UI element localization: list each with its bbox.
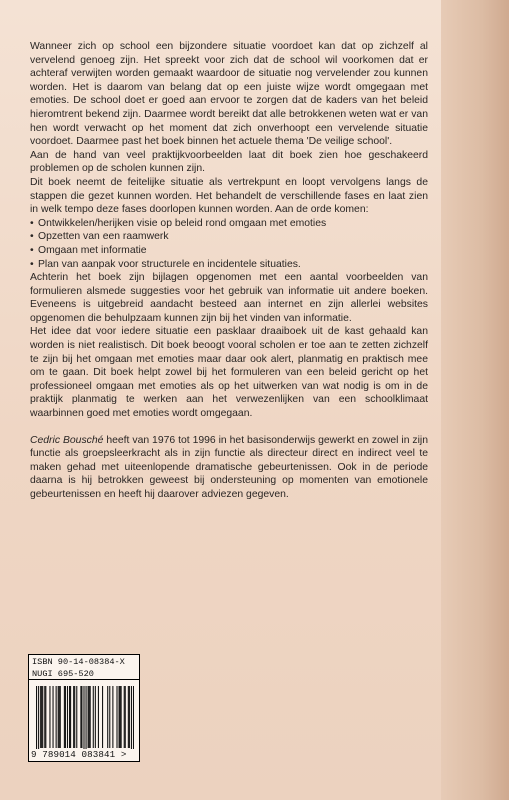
- barcode-bar: [112, 686, 113, 748]
- barcode-bar: [45, 686, 46, 748]
- isbn-number: ISBN 90-14-08384-X: [32, 657, 125, 667]
- blurb-paragraph: Aan de hand van veel praktijkvoorbeelden laat dit boek zien hoe geschakeerd problemen op de scholen kunnen zijn.: [30, 149, 428, 175]
- barcode-bar: [109, 686, 110, 748]
- barcode-bar: [90, 686, 91, 748]
- barcode-bar: [125, 686, 126, 748]
- blurb-paragraph: Wanneer zich op school een bijzondere situatie voordoet kan dat op zichzelf al vervelend genoeg zijn. Het spreekt voor zich dat de school wil voorkomen dat er achteraf verwijten worden gemaakt waardoor de situatie nog vervelender zou kunnen worden. Het is daarom van belang dat op een juiste wijze wordt omgegaan met emoties. De school doet er goed aan ervoor te zorgen dat de kaders van het beleid hieromtrent bekend zijn. Daarmee wordt bereikt dat alle betrokkenen weten wat er van hen wordt verwacht op het moment dat zich onverhoopt een vervelende situatie voordoet. Daarmee past het boek binnen het actuele thema 'De veilige school'.: [30, 41, 428, 148]
- paragraph-gap: [30, 421, 428, 434]
- topic-item: • Plan van aanpak voor structurele en incidentele situaties.: [30, 258, 428, 272]
- blurb: [30, 40, 428, 502]
- barcode-bar: [41, 686, 42, 748]
- barcode-bar: [81, 686, 82, 748]
- barcode-bar: [89, 686, 90, 748]
- topic-item: • Ontwikkelen/herijken visie op beleid rond omgaan met emoties: [30, 217, 428, 231]
- barcode-bar: [102, 686, 103, 748]
- barcode-bar: [107, 686, 108, 748]
- author-paragraph: [30, 434, 428, 502]
- barcode-bar: [58, 686, 59, 748]
- blurb-paragraph: Het idee dat voor iedere situatie een pasklaar draaiboek uit de kast gehaald kan worden is niet realistisch. Dit boek beoogt vooral scholen er toe aan te zetten zichzelf te zijn bij het omgaan met emoties maar daar ook alert, planmatig en praktisch mee om te gaan. Dit boek helpt zowel bij het formuleren van een beleid gericht op het professioneel omgaan met emoties als op het uitwerken van wat nodig is om in de praktijk planmatig te werken aan het verwezenlijken van een schoolklimaat waarbinnen goed met emoties wordt omgegaan.: [30, 326, 428, 420]
- barcode-bar: [76, 686, 77, 748]
- blurb-paragraph: Achterin het boek zijn bijlagen opgenomen met een aantal voorbeelden van formulieren alsmede suggesties voor het gebruik van informatie uit andere boeken. Eveneens is uitgebreid aandacht besteed aan internet en zijn allerlei websites opgenomen die behulpzaam kunnen zijn bij het vinden van informatie.: [30, 272, 428, 324]
- barcode-bar: [116, 686, 117, 748]
- barcode-bar: [40, 686, 41, 748]
- barcode-bar: [120, 686, 121, 748]
- blurb-paragraph: Dit boek neemt de feitelijke situatie als vertrekpunt en loopt vervolgens langs de stappen die gezet kunnen worden. Het behandelt de verschillende fases en laat zien in welk tempo deze fases doorlopen kunnen worden. Aan de orde komen:: [30, 176, 428, 216]
- barcode-bar: [53, 686, 54, 748]
- barcode-bar: [80, 686, 81, 748]
- barcode-bar: [131, 686, 132, 756]
- barcode-bar: [88, 686, 89, 748]
- barcode-bar: [56, 686, 57, 748]
- barcode-bar: [98, 686, 99, 748]
- author-name: Cedric Bousché: [30, 434, 104, 446]
- barcode-bar: [42, 686, 43, 748]
- barcode-bar: [129, 686, 130, 748]
- barcode-bar: [65, 686, 66, 748]
- nugi-code: NUGI 695-520: [32, 669, 94, 679]
- barcode-bar: [38, 686, 39, 756]
- barcode-bar: [83, 686, 84, 756]
- barcode-bar: [95, 686, 96, 748]
- barcode-bar: [133, 686, 134, 756]
- barcode-bar: [73, 686, 74, 748]
- barcode-bar: [119, 686, 120, 748]
- barcode-bar: [121, 686, 122, 748]
- barcode-bar: [49, 686, 50, 748]
- isbn-box: [28, 654, 140, 680]
- barcode-box: [28, 680, 140, 762]
- barcode-bar: [128, 686, 129, 748]
- topic-item: • Opzetten van een raamwerk: [30, 230, 428, 244]
- author-bio: heeft van 1976 tot 1996 in het basisonderwijs gewerkt en zowel in zijn functie als groepsleerkracht als in zijn functie als directeur direct en indirect veel te maken gehad met uiteenlopende dramatische gebeurtenissen. Ook in de periode daarna is hij betrokken geweest bij ondersteuning op momenten van emotionele gebeurtenissen en heeft hij daarover adviezen gegeven.: [30, 434, 428, 500]
- barcode-bar: [36, 686, 37, 756]
- cover-edge-band: [441, 0, 509, 800]
- barcode-digits: 9 789014 083841 >: [31, 749, 139, 760]
- barcode-bar: [124, 686, 125, 748]
- barcode-bar: [44, 686, 45, 748]
- topic-list: [30, 217, 428, 271]
- barcode-bar: [59, 686, 60, 748]
- barcode-bar: [74, 686, 75, 748]
- topic-item: • Omgaan met informatie: [30, 244, 428, 258]
- barcode-bar: [70, 686, 71, 748]
- isbn-barcode-label: [28, 654, 140, 762]
- barcode-bar: [86, 686, 87, 756]
- barcode-bar: [67, 686, 68, 748]
- barcode: [36, 686, 134, 756]
- barcode-bar: [93, 686, 94, 748]
- barcode-bar: [69, 686, 70, 748]
- barcode-bar: [64, 686, 65, 748]
- barcode-bar: [60, 686, 61, 748]
